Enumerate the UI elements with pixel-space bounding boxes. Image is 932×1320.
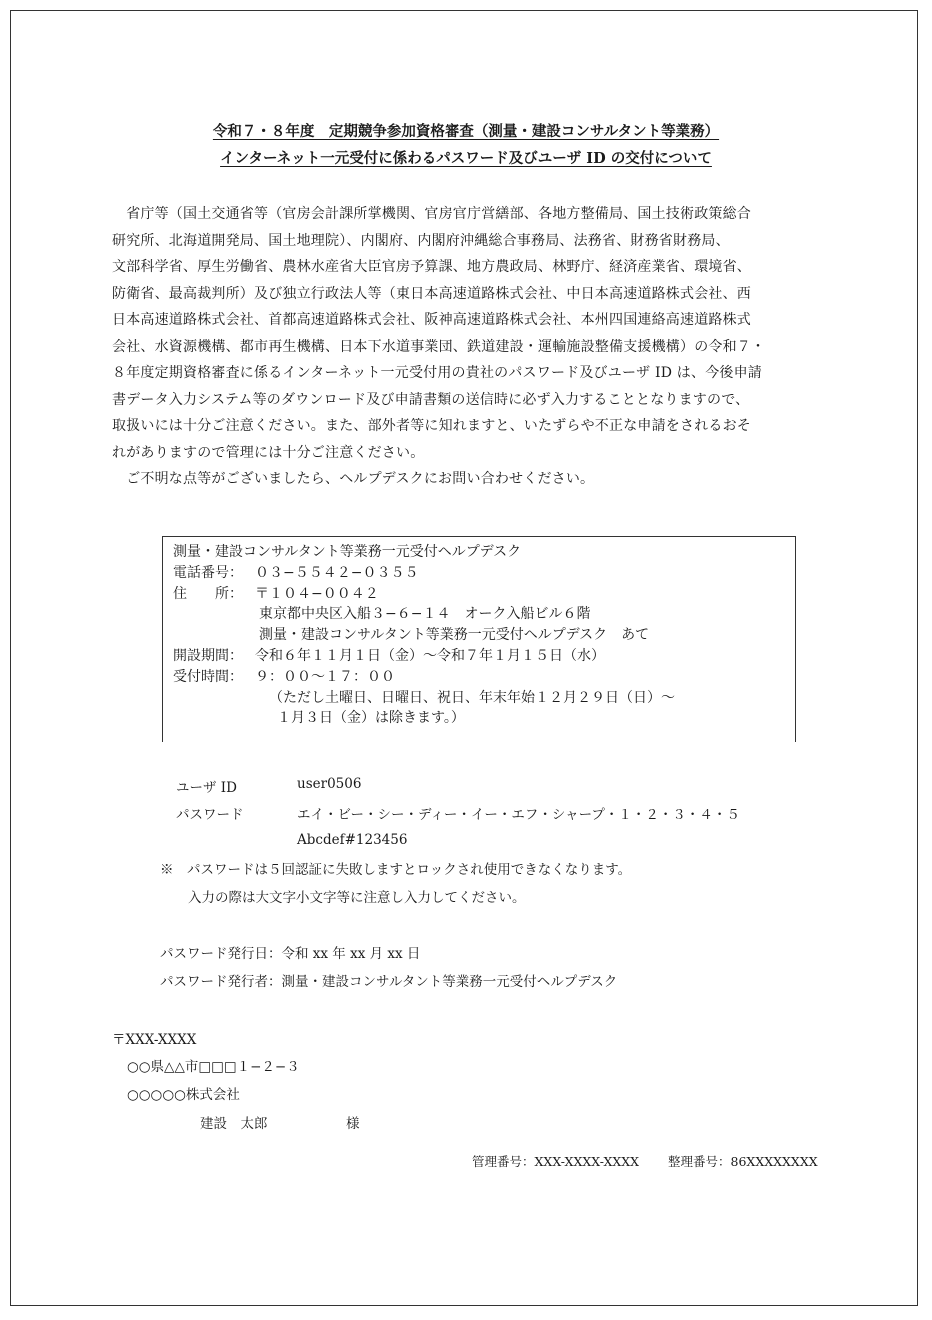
recipient-zip: 〒XXX-XXXX	[112, 1032, 197, 1048]
userid-label: ユーザ ID	[176, 780, 237, 796]
period-label: 開設期間：	[173, 647, 243, 664]
issue-date: 令和 xx 年 xx 月 xx 日	[281, 946, 421, 962]
ref-label: 整理番号：	[668, 1154, 731, 1169]
tel-number: ０３−５５４２−０３５５	[255, 564, 419, 581]
helpdesk-period-row	[173, 646, 795, 667]
addr-line-2: 測量・建設コンサルタント等業務一元受付ヘルプデスク あて	[259, 627, 650, 644]
body-line: 会社、水資源機構、都市再生機構、日本下水道事業団、鉄道建設・運輸施設整備支援機構）の令和７・	[112, 338, 766, 355]
body-line: 防衛省、最高裁判所）及び独立行政法人等（東日本高速道路株式会社、中日本高速道路株式会社、西	[112, 285, 751, 302]
hours-label: 受付時間：	[173, 668, 243, 685]
issue-date-row	[160, 942, 420, 962]
helpdesk-hours-row	[173, 667, 795, 688]
mgmt-no: XXX-XXXX-XXXX	[534, 1154, 640, 1169]
helpdesk-box	[162, 536, 796, 742]
addr-line-1: 東京都中央区入船３−６−１４ オーク入船ビル６階	[259, 606, 591, 623]
tel-label: 電話番号：	[173, 564, 243, 581]
body-line: ８年度定期資格審査に係るインターネット一元受付用の貴社のパスワード及びユーザ ID は、今後申請	[112, 365, 762, 381]
note-line-1: ※ パスワードは５回認証に失敗しますとロックされ使用できなくなります。	[160, 862, 632, 878]
recipient-address: ○○県△△市□□□１−２−３	[127, 1059, 300, 1075]
password-value: Abcdef#123456	[297, 832, 408, 848]
password-label: パスワード	[176, 807, 244, 823]
helpdesk-tel-row	[173, 563, 795, 584]
body-line: 取扱いには十分ご注意ください。また、部外者等に知れますと、いたずらや不正な申請をされるおそ	[112, 418, 751, 434]
addr-label: 住 所：	[173, 585, 243, 602]
body-line: ご不明な点等がございましたら、ヘルプデスクにお問い合わせください。	[112, 471, 595, 487]
helpdesk-addr-row	[173, 584, 795, 605]
hours-value: ９：００〜１７：００	[255, 668, 395, 685]
title-text-2: インターネット一元受付に係わるパスワード及びユーザ ID の交付について	[220, 150, 712, 167]
title-text-1: 令和７・８年度 定期競争参加資格審査（測量・建設コンサルタント等業務）	[212, 123, 720, 140]
body-line: れがありますので管理には十分ご注意ください。	[112, 444, 425, 461]
period-value: 令和６年１１月１日（金）〜令和７年１月１５日（水）	[255, 647, 605, 664]
ref-no: 86XXXXXXXX	[730, 1154, 818, 1169]
body-line: 日本高速道路株式会社、首都高速道路株式会社、阪神高速道路株式会社、本州四国連絡高速道路株式	[112, 312, 751, 328]
body-line: 省庁等（国土交通省等（官房会計課所掌機関、官房官庁営繕部、各地方整備局、国土技術政策総合	[112, 206, 751, 222]
recipient-honorific: 様	[346, 1116, 360, 1132]
document-title-line2	[0, 149, 932, 169]
issuer-row	[160, 970, 617, 990]
mgmt-label: 管理番号：	[472, 1154, 535, 1169]
helpdesk-name: 測量・建設コンサルタント等業務一元受付ヘルプデスク	[173, 544, 522, 560]
zip-code: 〒１０４−００４２	[255, 585, 379, 602]
reference-number	[668, 1152, 818, 1170]
note-line-2: 入力の際は大文字小文字等に注意し入力してください。	[188, 890, 526, 906]
hours-note-1: （ただし土曜日、日曜日、祝日、年末年始１２月２９日（日）〜	[269, 689, 675, 706]
issuer: 測量・建設コンサルタント等業務一元受付ヘルプデスク	[281, 974, 618, 990]
userid-value: user0506	[297, 776, 362, 792]
issue-date-label: パスワード発行日：	[160, 946, 282, 962]
recipient-company: ○○○○○株式会社	[127, 1087, 240, 1103]
recipient-name: 建設 太郎	[200, 1116, 268, 1132]
document-title-line1	[0, 122, 932, 142]
body-line: 研究所、北海道開発局、国土地理院）、内閣府、内閣府沖縄総合事務局、法務省、財務省財務局、	[112, 232, 730, 249]
body-line: 書データ入力システム等のダウンロード及び申請書類の送信時に必ず入力することとなりますので、	[112, 391, 750, 408]
management-number	[472, 1152, 639, 1170]
issuer-label: パスワード発行者：	[160, 974, 282, 990]
password-reading: エイ・ビー・シー・ディー・イー・エフ・シャープ・１・２・３・４・５	[297, 807, 740, 823]
hours-note-2: １月３日（金）は除きます。）	[277, 710, 465, 727]
body-paragraph	[112, 201, 824, 493]
body-line: 文部科学省、厚生労働省、農林水産省大臣官房予算課、地方農政局、林野庁、経済産業省、環境省、	[112, 259, 751, 275]
